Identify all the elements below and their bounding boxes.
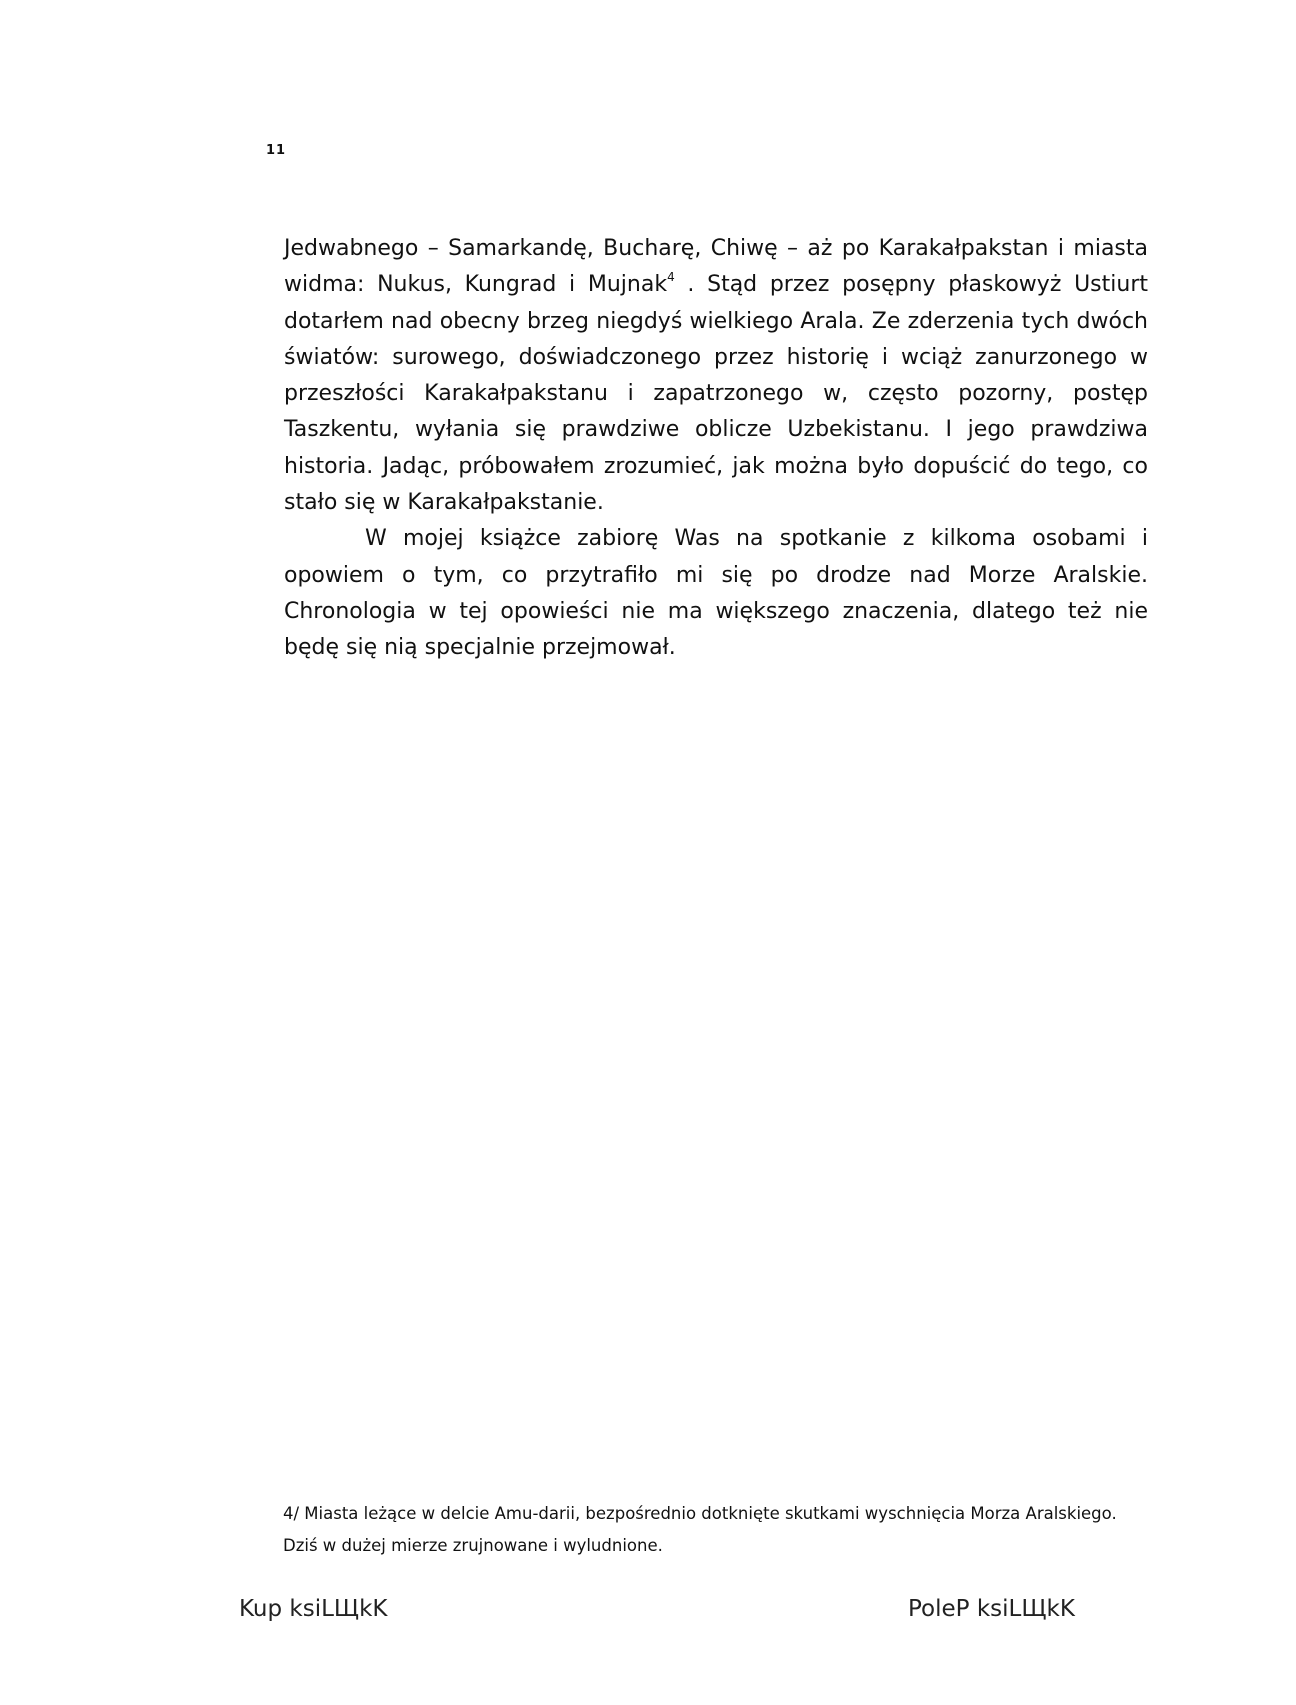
paragraph-1-part-1: Jedwabnego – Samarkandę, Bucharę, Chiwę – aż po Karakałpakstan i miasta widma: Nukus, Kungrad i Mujnak [284,236,1148,298]
main-text [284,231,1148,667]
footnote-line-1: 4/ Miasta leżące w delcie Amu-darii, bezpośrednio dotknięte skutkami wyschnięcia Morza Aralskiego. [283,1504,1117,1523]
footnote [283,1498,1183,1562]
footnote-line-2: Dziś w dużej mierze zrujnowane i wyludnione. [283,1536,663,1555]
recommend-book-link[interactable]: PoleP ksiLЩkK [908,1596,1075,1622]
page-number: 11 [266,143,287,158]
paragraph-2: W mojej książce zabiorę Was na spotkanie z kilkoma osobami i opowiem o tym, co przytrafiło mi się po drodze nad Morze Aralskie. Chronologia w tej opowieści nie ma większego znaczenia, dlatego też nie będę się nią specjalnie przejmował. [284,526,1148,661]
footnote-reference[interactable]: 4 [667,270,675,285]
paragraph-1 [284,231,1148,521]
buy-book-link[interactable]: Kup ksiLЩkK [239,1596,388,1622]
paragraph-1-part-2: . Stąd przez posępny płaskowyż Ustiurt dotarłem nad obecny brzeg niegdyś wielkiego Arala. Ze zderzenia tych dwóch światów: surowego, doświadczonego przez historię i wciąż zanurzonego w przeszłości Karakałpakstanu i zapatrzonego w, często pozorny, postęp Taszkentu, wyłania się prawdziwe oblicze Uzbekistanu. I jego prawdziwa historia. Jadąc, próbowałem zrozumieć, jak można było dopuścić do tego, co stało się w Karakałpakstanie. [284,272,1148,516]
